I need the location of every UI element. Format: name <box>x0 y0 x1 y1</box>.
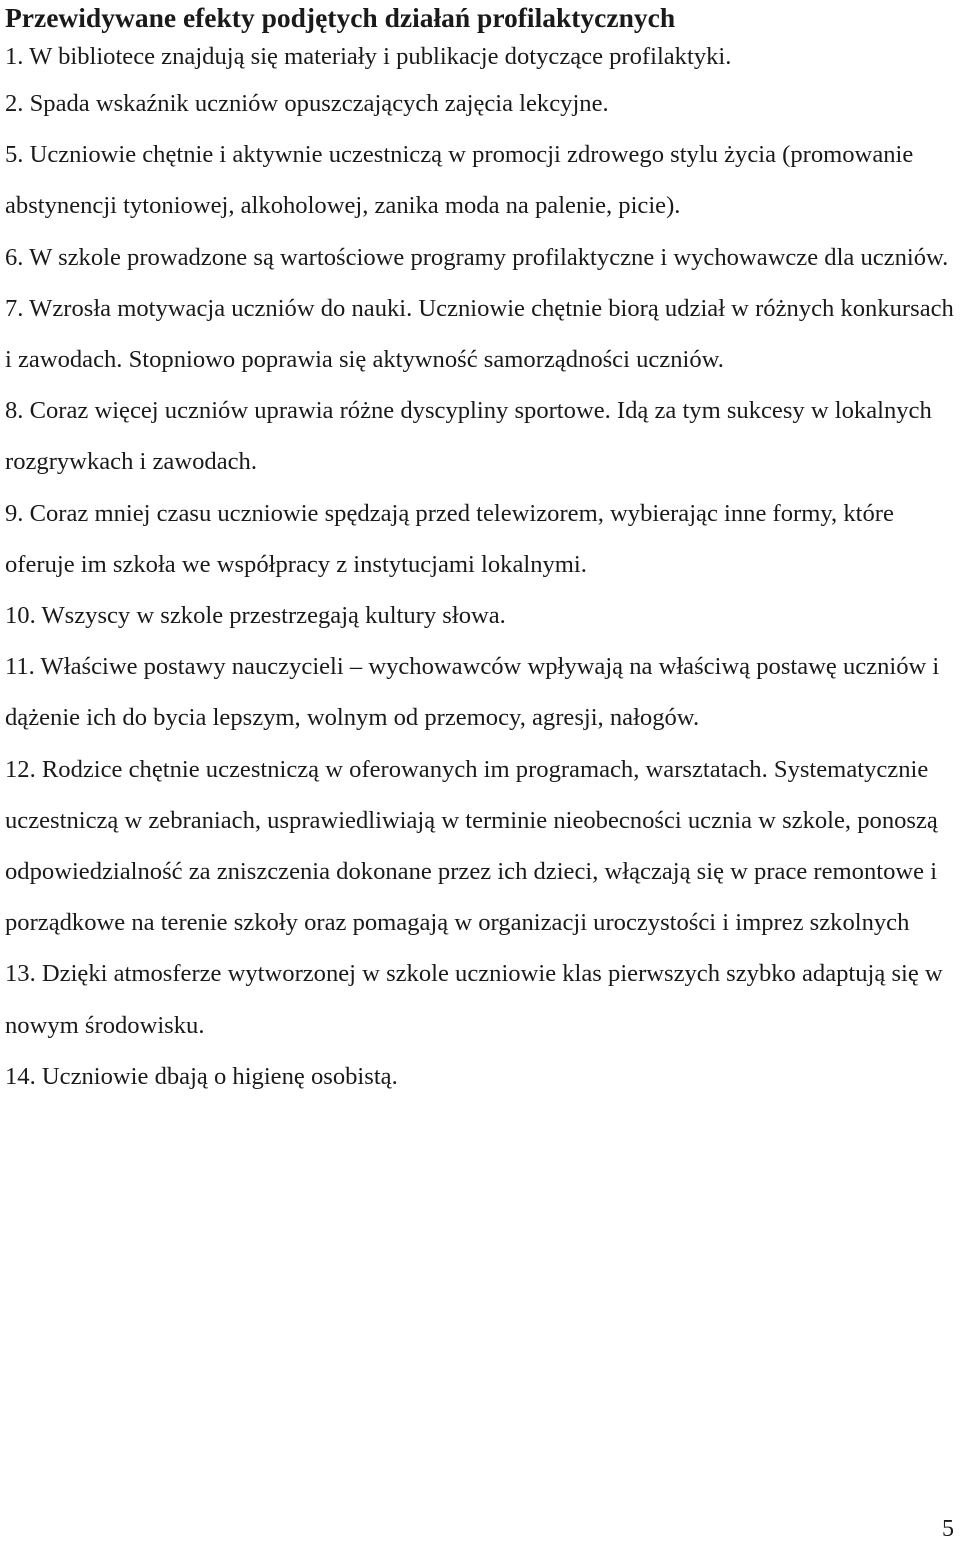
list-item: 6. W szkole prowadzone są wartościowe programy profilaktyczne i wychowawcze dla uczniów. <box>5 243 949 271</box>
list-item: 12. Rodzice chętnie uczestniczą w oferowanych im programach, warsztatach. Systematycznie uczestniczą w zebraniach, usprawiedliwiają w terminie nieobecności ucznia w szkole, ponoszą odpowiedzialność za zniszczenia dokonane przez ich dzieci, włączają się w prace remontowe i porządkowe na terenie szkoły oraz pomagają w organizacji uroczystości i imprez szkolnych <box>5 755 938 937</box>
list-item: 7. Wzrosła motywacja uczniów do nauki. Uczniowie chętnie biorą udział w różnych konkursach i zawodach. Stopniowo poprawia się aktywność samorządności uczniów. <box>5 294 954 374</box>
list-item: 1. W bibliotece znajdują się materiały i publikacje dotyczące profilaktyki. <box>5 43 732 70</box>
document-page <box>5 0 955 1102</box>
list-item: 8. Coraz więcej uczniów uprawia różne dyscypliny sportowe. Idą za tym sukcesy w lokalnych rozgrywkach i zawodach. <box>5 397 932 476</box>
page-number: 5 <box>942 1516 954 1542</box>
list-item: 14. Uczniowie dbają o higienę osobistą. <box>5 1062 398 1090</box>
list-item: 2. Spada wskaźnik uczniów opuszczających zajęcia lekcyjne. <box>5 90 609 117</box>
list-item: 13. Dzięki atmosferze wytworzonej w szkole uczniowie klas pierwszych szybko adaptują się w nowym środowisku. <box>5 960 943 1039</box>
section-heading: Przewidywane efekty podjętych działań profilaktycznych <box>5 2 676 33</box>
effects-list <box>5 36 955 1102</box>
list-item: 9. Coraz mniej czasu uczniowie spędzają przed telewizorem, wybierając inne formy, które oferuje im szkoła we współpracy z instytucjami lokalnymi. <box>5 499 894 578</box>
list-item: 11. Właściwe postawy nauczycieli – wychowawców wpływają na właściwą postawę uczniów i dążenie ich do bycia lepszym, wolnym od przemocy, agresji, nałogów. <box>5 653 940 732</box>
list-item: 5. Uczniowie chętnie i aktywnie uczestniczą w promocji zdrowego stylu życia (promowanie abstynencji tytoniowej, alkoholowej, zanika moda na palenie, picie). <box>5 141 914 220</box>
list-item: 10. Wszyscy w szkole przestrzegają kultury słowa. <box>5 602 506 630</box>
